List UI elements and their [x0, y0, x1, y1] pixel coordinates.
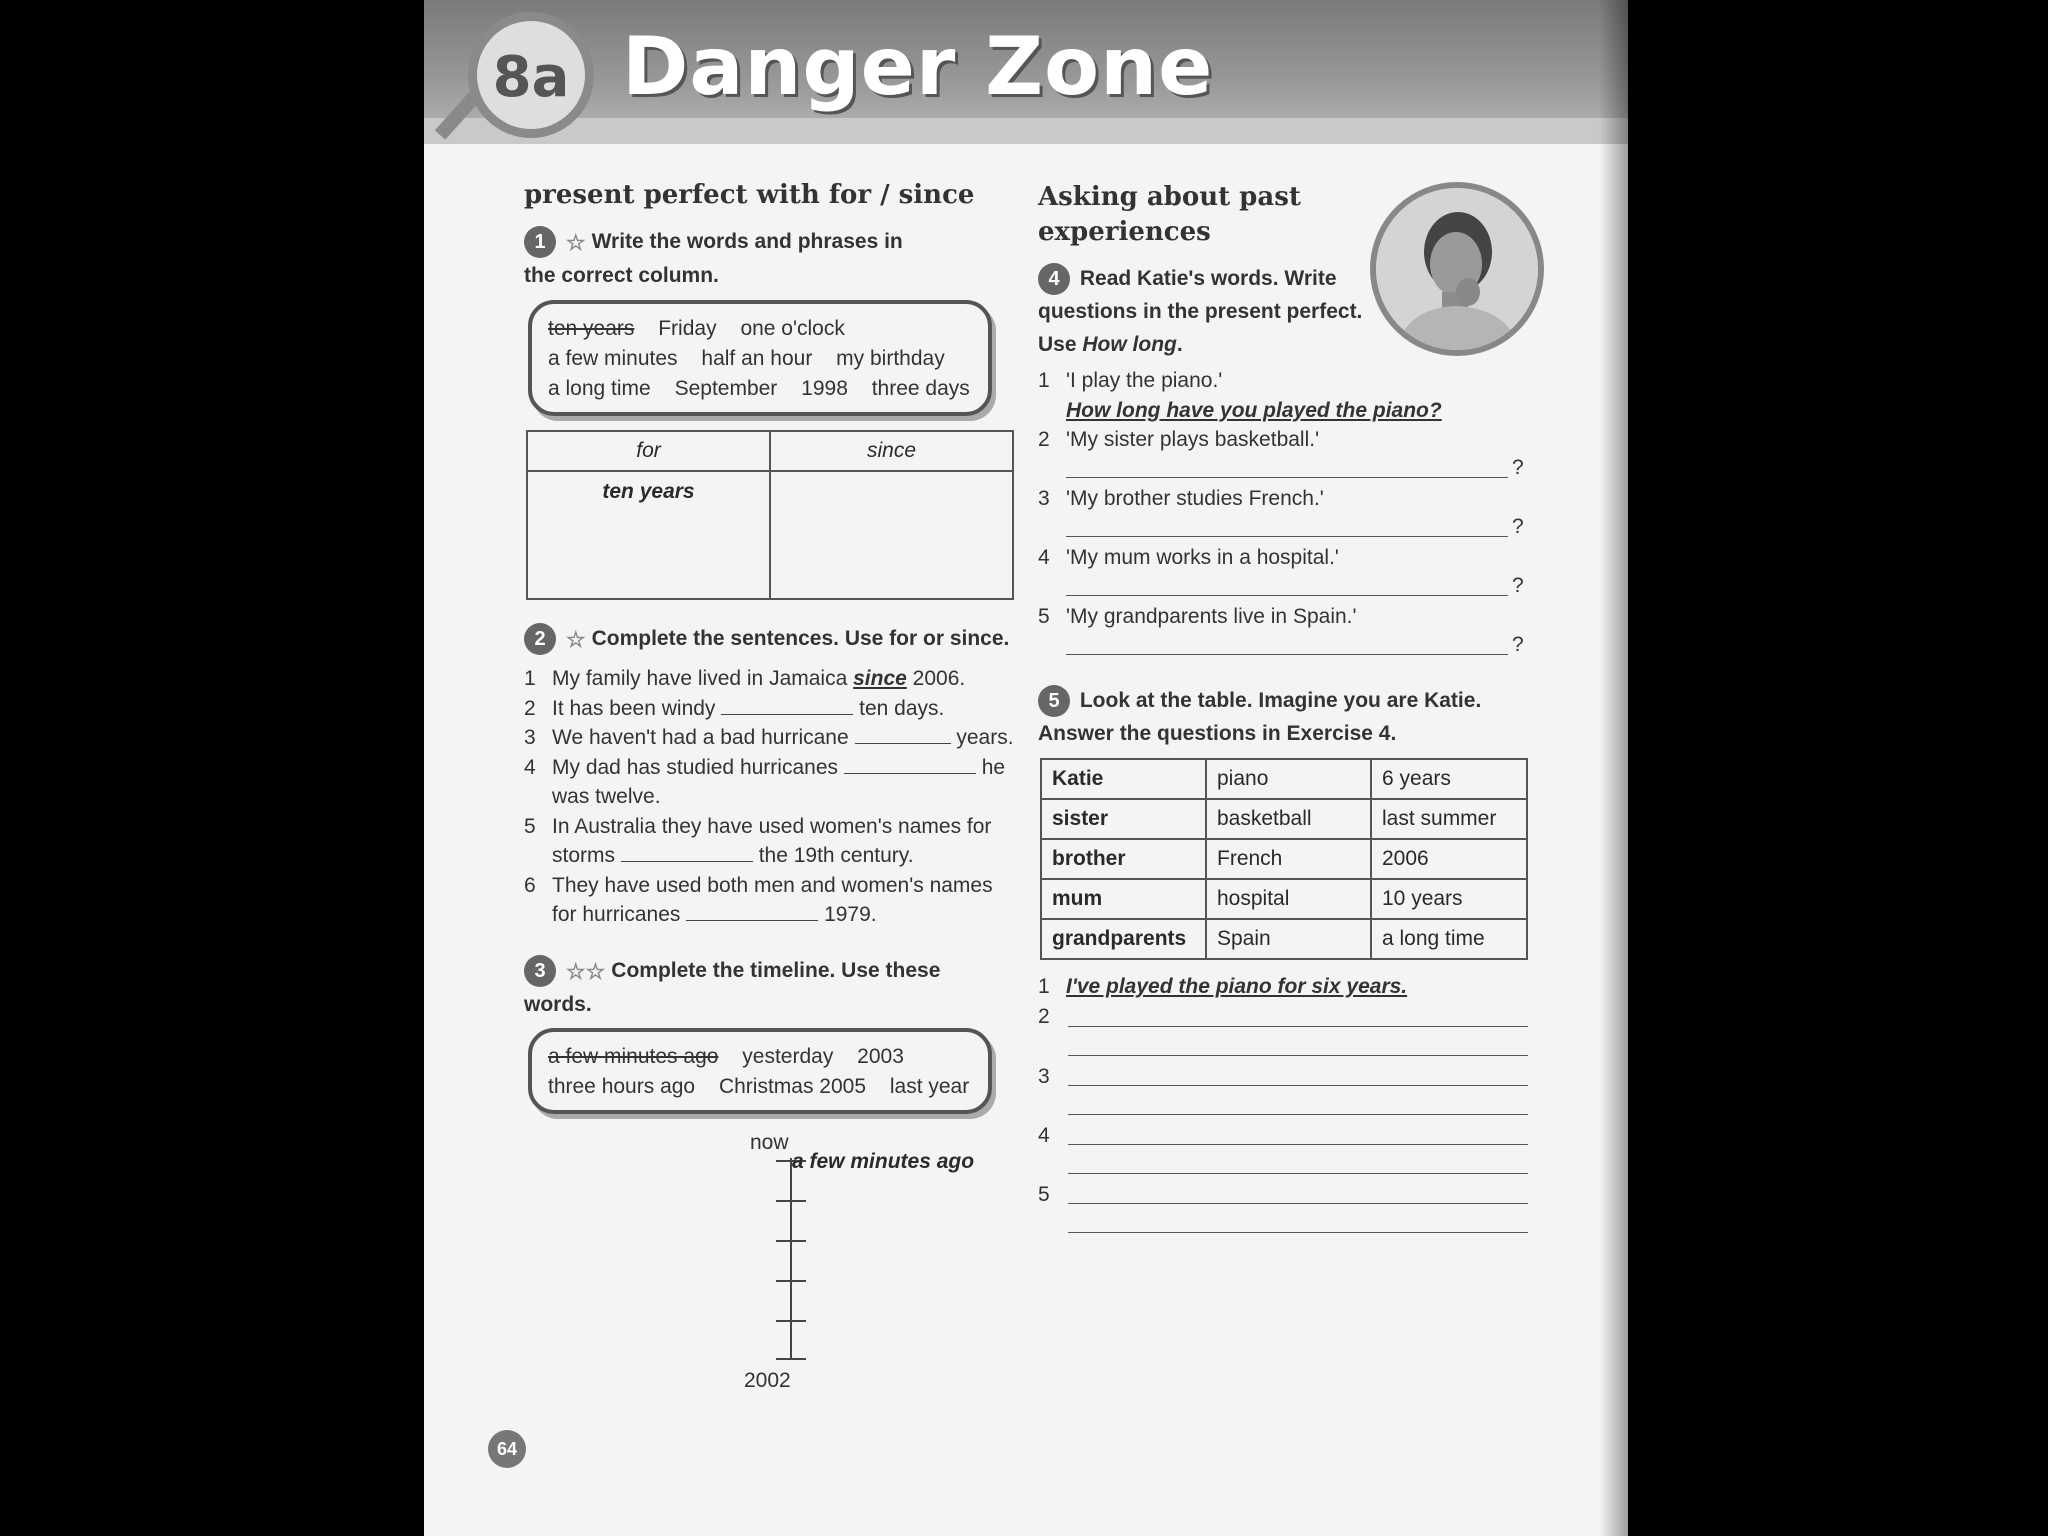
word: half an hour — [701, 347, 813, 370]
table-cell: 10 years — [1371, 879, 1527, 919]
timeline-bottom-label: 2002 — [744, 1369, 791, 1392]
star-icon: ☆ — [565, 626, 586, 652]
timeline-tick — [776, 1320, 806, 1322]
exercise-2-instruction: 2 ☆ Complete the sentences. Use for or since. — [524, 622, 1024, 656]
exercise-4-items — [1038, 366, 1538, 661]
word: Friday — [658, 317, 717, 340]
answer-number: 2 — [1038, 1005, 1050, 1028]
answer-number: 5 — [1038, 1183, 1050, 1206]
struck-word: ten years — [548, 317, 635, 340]
katie-table — [1040, 758, 1528, 960]
table-row — [1041, 879, 1527, 919]
star-icon: ☆ — [565, 229, 586, 255]
exercise-number: 2 — [524, 623, 556, 655]
section-title-right: Asking about past experiences — [1038, 182, 1301, 247]
table-row — [1041, 839, 1527, 879]
for-since-table — [526, 430, 1014, 600]
timeline-example: a few minutes ago — [792, 1150, 975, 1173]
answer-line[interactable] — [1068, 1232, 1528, 1233]
timeline-tick — [776, 1200, 806, 1202]
sentence-item: 1 My family have lived in Jamaica since 2006. — [524, 667, 966, 690]
word: 2003 — [857, 1045, 904, 1068]
table-row — [1041, 919, 1527, 959]
word: three days — [871, 377, 970, 400]
answer-blank[interactable] — [844, 753, 976, 774]
exercise-5-instruction: 5 Look at the table. Imagine you are Katie. Answer the questions in Exercise 4. — [1038, 684, 1518, 750]
answer-line[interactable] — [1068, 1085, 1528, 1086]
table-row — [1041, 799, 1527, 839]
table-cell: last summer — [1371, 799, 1527, 839]
exercise-number: 3 — [524, 955, 556, 987]
table-cell: a long time — [1371, 919, 1527, 959]
word: a few minutes — [548, 347, 678, 370]
word: yesterday — [742, 1045, 834, 1068]
timeline-tick — [776, 1240, 806, 1242]
answer-line[interactable] — [1068, 1026, 1528, 1027]
timeline-tick — [776, 1358, 806, 1360]
exercise-4-instruction: 4 Read Katie's words. Write questions in the present perfect. Use How long. — [1038, 262, 1398, 361]
answer-line[interactable] — [1066, 536, 1508, 537]
word: a long time — [548, 377, 651, 400]
table-cell: grandparents — [1041, 919, 1206, 959]
answer-blank[interactable] — [855, 723, 951, 744]
exercise-number: 4 — [1038, 263, 1070, 295]
table-cell: 6 years — [1371, 759, 1527, 799]
exercise-3-word-box — [528, 1028, 992, 1114]
answer-blank[interactable] — [721, 694, 853, 715]
answer-line[interactable] — [1066, 595, 1508, 596]
question-item: 3 'My brother studies French.' ? — [1038, 487, 1524, 538]
timeline-axis — [790, 1158, 792, 1360]
answer-line[interactable] — [1068, 1144, 1528, 1145]
unit-badge — [468, 12, 594, 138]
table-cell: brother — [1041, 839, 1206, 879]
sentence-item: 4 My dad has studied hurricanes he was twelve. — [524, 753, 1024, 812]
workbook-page — [424, 0, 1628, 1536]
since-column-cell[interactable] — [770, 471, 1013, 599]
word: September — [674, 377, 778, 400]
table-cell: French — [1206, 839, 1371, 879]
answer-blank[interactable] — [686, 900, 818, 921]
word: my birthday — [836, 347, 945, 370]
word: last year — [889, 1075, 970, 1098]
table-cell: Katie — [1041, 759, 1206, 799]
answer-blank[interactable] — [621, 841, 753, 862]
column-header-for: for — [527, 431, 770, 471]
word: 1998 — [801, 377, 848, 400]
timeline-tick — [776, 1280, 806, 1282]
timeline-top-label: now — [750, 1131, 789, 1154]
question-item: 2 'My sister plays basketball.' ? — [1038, 428, 1524, 479]
table-cell: 2006 — [1371, 839, 1527, 879]
word: one o'clock — [740, 317, 845, 340]
table-cell: mum — [1041, 879, 1206, 919]
column-header-since: since — [770, 431, 1013, 471]
star-icon: ☆☆ — [565, 958, 606, 984]
exercise-number: 5 — [1038, 685, 1070, 717]
table-row — [1041, 759, 1527, 799]
exercise-1-word-box — [528, 300, 992, 416]
answer-line[interactable] — [1066, 477, 1508, 478]
sentence-item: 3 We haven't had a bad hurricane years. — [524, 723, 1024, 753]
unit-number: 8a — [492, 45, 570, 110]
sentence-item: 2 It has been windy ten days. — [524, 694, 1024, 724]
section-title-left: present perfect with for / since — [524, 180, 975, 210]
for-column-cell[interactable]: ten years — [527, 471, 770, 599]
page-number: 64 — [488, 1430, 526, 1468]
question-item: 5 'My grandparents live in Spain.' ? — [1038, 605, 1524, 656]
question-item: 1 'I play the piano.' How long have you played the piano? — [1038, 369, 1442, 422]
page-edge-shadow — [1599, 0, 1628, 1536]
table-cell: Spain — [1206, 919, 1371, 959]
sentence-item: 5 In Australia they have used women's names for storms the 19th century. — [524, 814, 992, 867]
answer-line[interactable] — [1066, 654, 1508, 655]
answer-line[interactable] — [1068, 1055, 1528, 1056]
question-item: 4 'My mum works in a hospital.' ? — [1038, 546, 1524, 597]
exercise-number: 1 — [524, 226, 556, 258]
table-cell: sister — [1041, 799, 1206, 839]
answer-line[interactable] — [1068, 1114, 1528, 1115]
unit-title: Danger Zone — [622, 20, 1214, 113]
struck-word: a few minutes ago — [548, 1045, 719, 1068]
word: Christmas 2005 — [718, 1075, 867, 1098]
sentence-item: 6 They have used both men and women's names for hurricanes 1979. — [524, 873, 993, 926]
exercise-1-instruction: 1 ☆ Write the words and phrases in the correct column. — [524, 225, 904, 292]
word: three hours ago — [548, 1075, 696, 1098]
table-cell: hospital — [1206, 879, 1371, 919]
answer-number: 4 — [1038, 1124, 1050, 1147]
exercise-3-instruction: 3 ☆☆ Complete the timeline. Use these words. — [524, 954, 964, 1021]
answer-line[interactable] — [1068, 1203, 1528, 1204]
exercise-2-sentences — [524, 664, 1024, 930]
header-band — [424, 118, 1628, 144]
answer-line[interactable] — [1068, 1173, 1528, 1174]
answer-number: 3 — [1038, 1065, 1050, 1088]
table-cell: piano — [1206, 759, 1371, 799]
answer-item: 1 I've played the piano for six years. — [1038, 975, 1408, 998]
exercise-5-answers — [1038, 972, 1538, 1001]
table-cell: basketball — [1206, 799, 1371, 839]
